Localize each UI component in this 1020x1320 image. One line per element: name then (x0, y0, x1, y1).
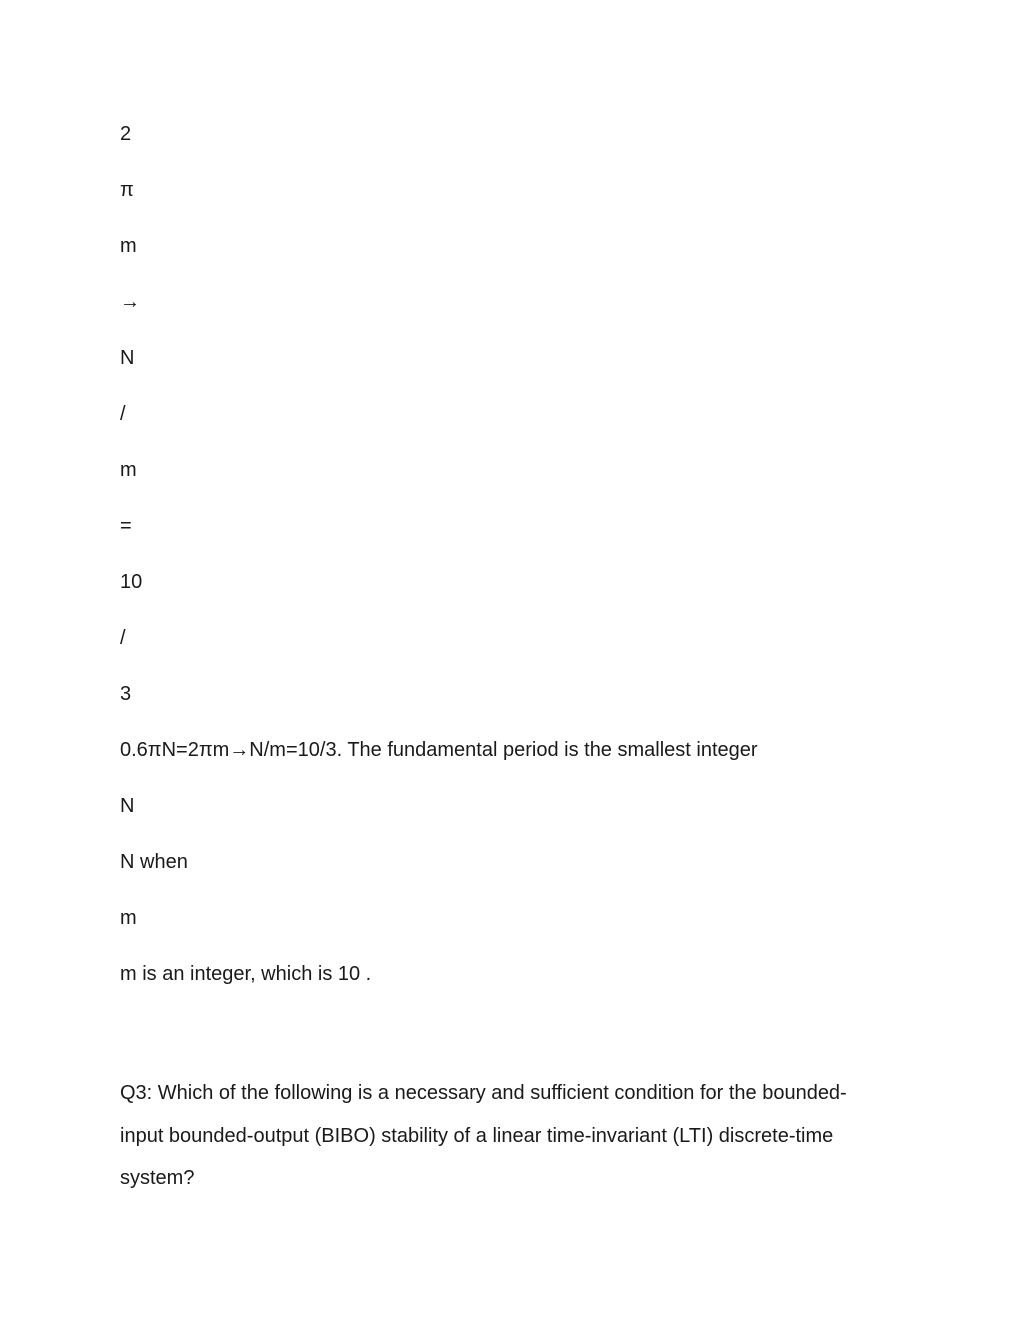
formula-line: m (120, 459, 137, 481)
formula-line: 3 (120, 683, 132, 705)
formula-line: = (120, 515, 132, 537)
formula-line: π (120, 179, 134, 201)
solution-text: N when (120, 851, 188, 873)
solution-text: 0.6πN=2πm→N/m=10/3. The fundamental period is the smallest integer (120, 739, 758, 761)
formula-line: N (120, 347, 135, 369)
formula-line: / (120, 627, 126, 649)
question-q3: Q3: Which of the following is a necessary and sufficient condition for the bounded-input bounded-output (BIBO) stability of a linear time-invariant (LTI) discrete-time system? (120, 1082, 847, 1189)
solution-text: m is an integer, which is 10 . (120, 963, 372, 985)
formula-line: 10 (120, 571, 143, 593)
formula-line: m (120, 235, 137, 257)
formula-line: N (120, 795, 135, 817)
formula-line: / (120, 403, 126, 425)
formula-line: m (120, 907, 137, 929)
formula-line: → (120, 291, 140, 313)
formula-line: 2 (120, 123, 132, 145)
